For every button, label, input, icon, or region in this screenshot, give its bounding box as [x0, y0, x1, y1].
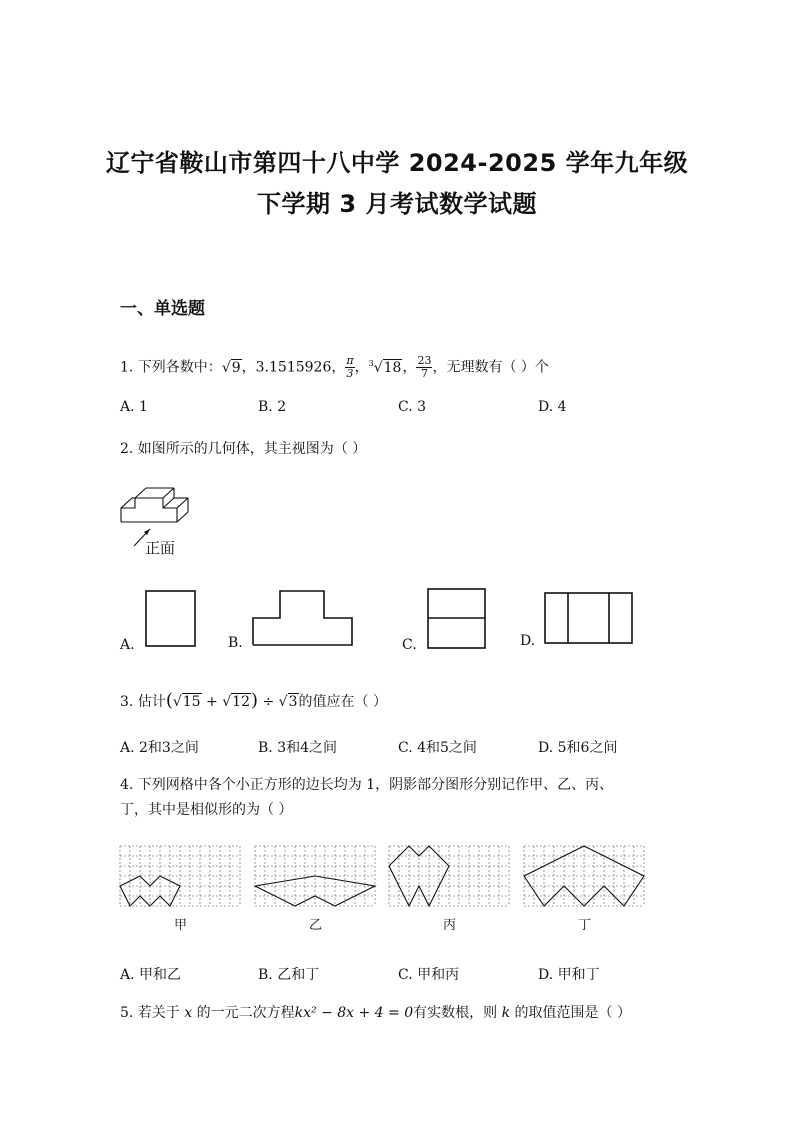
q5-mid2: 有实数根，则 — [413, 1005, 498, 1021]
grid-label-yi: 乙 — [309, 918, 323, 933]
var-k: k — [501, 1005, 511, 1021]
q4-option-d: D. 甲和丁 — [538, 967, 600, 983]
page-title-line-2: 下学期 3 月考试数学试题 — [257, 190, 537, 218]
sqrt-15: √15 — [172, 694, 201, 710]
grid-label-bing: 丙 — [443, 918, 457, 933]
q1-option-d: D. 4 — [538, 399, 567, 415]
section-heading: 一、单选题 — [120, 299, 205, 319]
equation: kx² − 8x + 4 = 0 — [294, 1005, 414, 1021]
q1-suffix: ，无理数有（ ）个 — [432, 359, 549, 376]
q1-option-a: A. 1 — [120, 399, 148, 415]
sqrt-9: √9 — [221, 359, 241, 376]
front-label: 正面 — [145, 539, 176, 557]
q3-prefix: 3. 估计 — [120, 694, 166, 710]
q1-option-c: C. 3 — [398, 399, 427, 415]
q1-prefix: 1. 下列各数中： — [120, 359, 222, 376]
q2-option-a-figure — [145, 590, 197, 648]
question-5 — [120, 1002, 631, 1022]
grid-ding — [524, 846, 645, 907]
q3-option-c: C. 4和5之间 — [398, 740, 477, 756]
cube-root-index: 3 — [368, 358, 374, 368]
sqrt-12: √12 — [222, 694, 250, 710]
q5-suffix: 的取值范围是（ ） — [514, 1005, 631, 1021]
q2-option-b: B. — [228, 635, 243, 651]
q3-suffix: 的值应在（ ） — [298, 694, 387, 710]
q3-option-b: B. 3和4之间 — [258, 740, 338, 756]
q3-option-a: A. 2和3之间 — [120, 740, 199, 756]
var-x: x — [184, 1005, 193, 1021]
q3-option-d: D. 5和6之间 — [538, 740, 618, 756]
question-4-line-2: 丁，其中是相似形的为（ ） — [120, 802, 293, 818]
fraction-pi-over-3: $\frac{\pi}{3}$ — [346, 354, 354, 380]
q2-option-a: A. — [120, 637, 135, 653]
page-title-line-1: 辽宁省鞍山市第四十八中学 2024-2025 学年九年级 — [105, 149, 689, 177]
q5-mid: 的一元二次方程 — [196, 1005, 295, 1021]
q2-option-d: D. — [520, 633, 536, 649]
q2-option-c: C. — [402, 637, 417, 653]
cube-root-18: √18 — [373, 359, 402, 376]
grid-yi — [255, 846, 376, 907]
question-2: 2. 如图所示的几何体，其主视图为（ ） — [120, 441, 367, 457]
q1-option-b: B. 2 — [258, 399, 287, 415]
question-1: 1. 下列各数中：√9，3.1515926， $\frac{\pi}{3}$ ，$^3$√18， $\frac{23}{7}$ ，无理数有（ ）个 — [120, 354, 549, 380]
grid-bing — [389, 846, 510, 907]
q2-option-d-figure — [544, 592, 634, 645]
grid-label-jia: 甲 — [174, 918, 188, 933]
q2-option-c-figure — [427, 588, 487, 650]
question-3: 3. 估计(√15 + √12) ÷ √3的值应在（ ） — [120, 690, 387, 711]
grid-label-ding: 丁 — [578, 918, 592, 933]
question-4-line-1: 4. 下列网格中各个小正方形的边长均为 1，阴影部分图形分别记作甲、乙、丙、 — [120, 777, 614, 793]
q4-option-c: C. 甲和丙 — [398, 967, 460, 983]
sqrt-3: √3 — [278, 694, 298, 710]
q2-option-b-figure — [252, 590, 354, 646]
q4-option-b: B. 乙和丁 — [258, 967, 320, 983]
fraction-23-over-7: $\frac{23}{7}$ — [417, 354, 432, 380]
grid-jia — [120, 846, 241, 907]
q4-option-a: A. 甲和乙 — [120, 967, 182, 983]
q5-prefix: 5. 若关于 — [120, 1005, 180, 1021]
q1-number: ，3.1515926， — [241, 359, 346, 376]
